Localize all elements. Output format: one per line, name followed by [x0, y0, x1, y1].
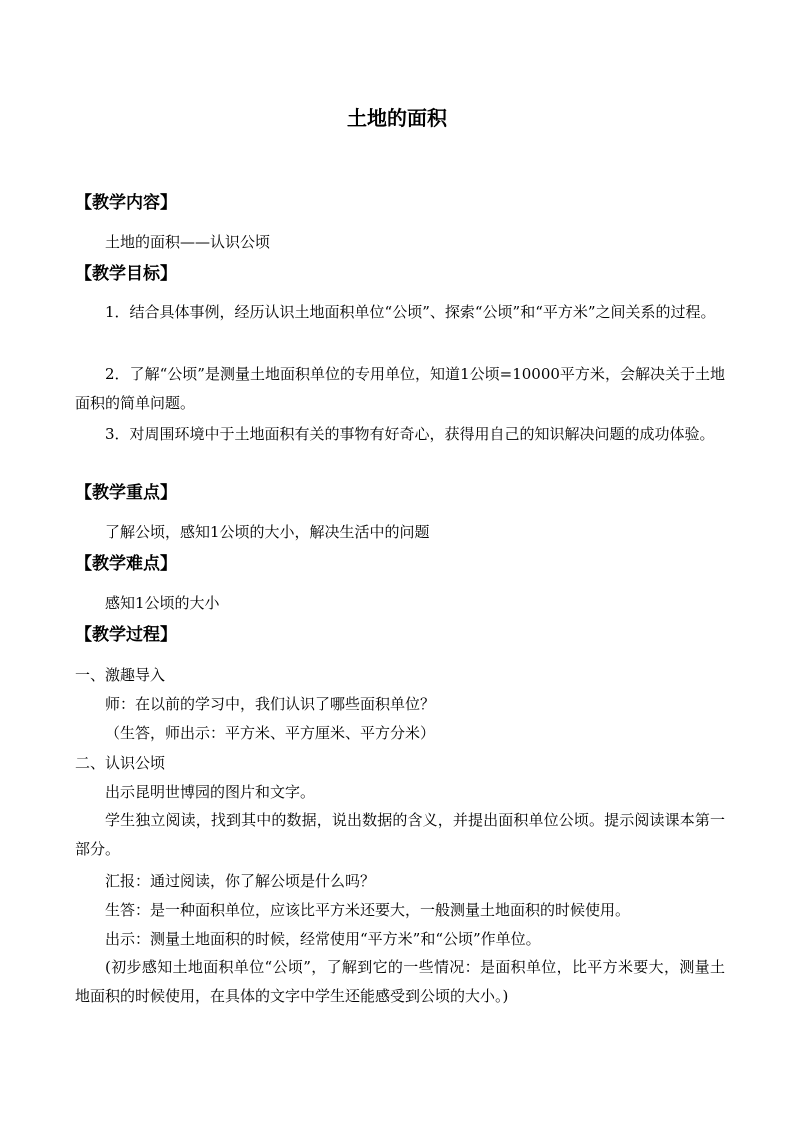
goal-item-3: 3．对周围环境中于土地面积有关的事物有好奇心，获得用自己的知识解决问题的成功体验。 [105, 425, 715, 443]
process-part2-line3: 生答：是一种面积单位，应该比平方米还要大，一般测量土地面积的时候使用。 [105, 901, 631, 919]
process-part2-line2: 汇报：通过阅读，你了解公顷是什么吗？ [105, 872, 376, 890]
process-part1-line1: 师：在以前的学习中，我们认识了哪些面积单位？ [105, 695, 436, 713]
process-part1-line2: （生答，师出示：平方米、平方厘米、平方分米） [105, 724, 436, 742]
process-part2-title: 二、认识公顷 [75, 754, 166, 772]
page-title: 土地的面积 [347, 106, 447, 130]
process-part2-para2: (初步感知土地面积单位“公顷”，了解到它的一些情况：是面积单位，比平方米要大，测量土地面积的时候使用，在具体的文字中学生还能感受到公顷的大小。) [75, 958, 725, 1005]
goal-item-2: 2．了解“公顷”是测量土地面积单位的专用单位，知道1公顷=10000平方米，会解决关于土地面积的简单问题。 [75, 365, 725, 412]
heading-difficulty: 【教学难点】 [75, 554, 177, 574]
key-point-text: 了解公顷，感知1公顷的大小，解决生活中的问题 [105, 523, 430, 541]
process-part2-para1: 学生独立阅读，找到其中的数据，说出数据的含义，并提出面积单位公顷。提示阅读课本第一部分。 [75, 811, 725, 858]
process-part1-title: 一、激趣导入 [75, 666, 166, 684]
heading-teaching-process: 【教学过程】 [75, 625, 177, 645]
heading-key-point: 【教学重点】 [75, 483, 177, 503]
heading-teaching-content: 【教学内容】 [75, 193, 177, 213]
heading-teaching-goals: 【教学目标】 [75, 264, 177, 284]
difficulty-text: 感知1公顷的大小 [105, 594, 220, 612]
process-part2-line1: 出示昆明世博园的图片和文字。 [105, 783, 316, 801]
process-part2-line4: 出示：测量土地面积的时候，经常使用“平方米”和“公顷”作单位。 [105, 930, 541, 948]
goal-item-1: 1．结合具体事例，经历认识土地面积单位“公顷”、探索“公顷”和“平方米”之间关系的过程。 [105, 303, 716, 321]
teaching-content-text: 土地的面积——认识公顷 [105, 233, 271, 251]
